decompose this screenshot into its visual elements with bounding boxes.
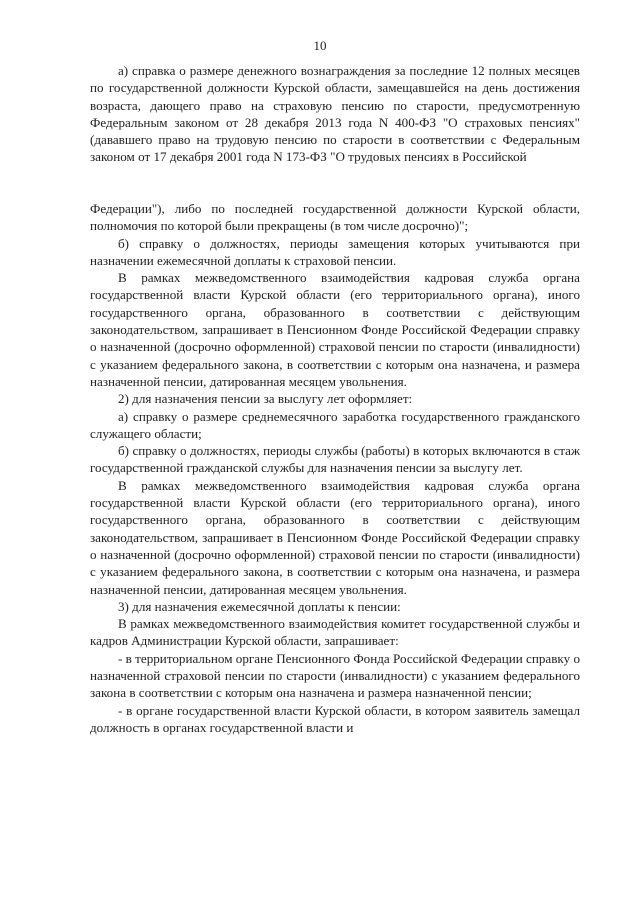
paragraph: В рамках межведомственного взаимодействия кадровая служба органа государственной власти Курской области (его территориального органа), иного государственного органа, образованного в соответствии с действующим законодательством, запрашивает в Пенсионном Фонде Российской Федерации справку о назначенной (досрочно оформленной) страховой пенсии по старости (инвалидности) с указанием федерального закона, в соответствии с которым она назначена, и размера назначенной пенсии, датированная месяцем увольнения. xyxy=(90,270,580,389)
paragraph: В рамках межведомственного взаимодействия комитет государственной службы и кадров Администрации Курской области, запрашивает: xyxy=(90,616,580,649)
paragraph: б) справку о должностях, периоды службы (работы) в которых включаются в стаж государственной гражданской службы для назначения пенсии за выслугу лет. xyxy=(90,443,580,476)
paragraph: б) справку о должностях, периоды замещения которых учитываются при назначении ежемесячной доплаты к страховой пенсии. xyxy=(90,235,580,268)
paragraph: - в территориальном органе Пенсионного Фонда Российской Федерации справку о назначенной страховой пенсии по старости (инвалидности) с указанием федерального закона в соответствии с которым она назначена и размера назначенной пенсии; xyxy=(90,650,580,701)
paragraph: 2) для назначения пенсии за выслугу лет оформляет: xyxy=(118,391,413,407)
paragraph: Федерации"), либо по последней государственной должности Курской области, полномочия по которой были прекращены (в том числе досрочно)"; xyxy=(90,201,580,234)
paragraph: а) справку о размере среднемесячного заработка государственного гражданского служащего области; xyxy=(90,408,580,441)
paragraph: а) справка о размере денежного вознаграждения за последние 12 полных месяцев по государственной должности Курской области, замещавшейся на день достижения возраста, дающего право на страховую пенсию по старости, предусмотренную Федеральным законом от 28 декабря 2013 года N 400-ФЗ "О страховых пенсиях" (дававшего право на трудовую пенсию по старости в соответствии с Федеральным законом от 17 декабря 2001 года N 173-ФЗ "О трудовых пенсиях в Российской xyxy=(90,63,580,165)
paragraph: - в органе государственной власти Курской области, в котором заявитель замещал должность в органах государственной власти и xyxy=(90,702,580,735)
paragraph: В рамках межведомственного взаимодействия кадровая служба органа государственной власти Курской области (его территориального органа), иного государственного органа, образованного в соответствии с действующим законодательством, запрашивает в Пенсионном Фонде Российской Федерации справку о назначенной (досрочно оформленной) страховой пенсии по старости (инвалидности) с указанием федерального закона, в соответствии с которым она назначена, и размера назначенной пенсии, датированная месяцем увольнения. xyxy=(90,477,580,597)
text-block-main xyxy=(90,200,580,736)
page-number: 10 xyxy=(313,38,327,53)
text-block-top xyxy=(90,62,580,166)
paragraph: 3) для назначения ежемесячной доплаты к пенсии: xyxy=(118,598,401,614)
